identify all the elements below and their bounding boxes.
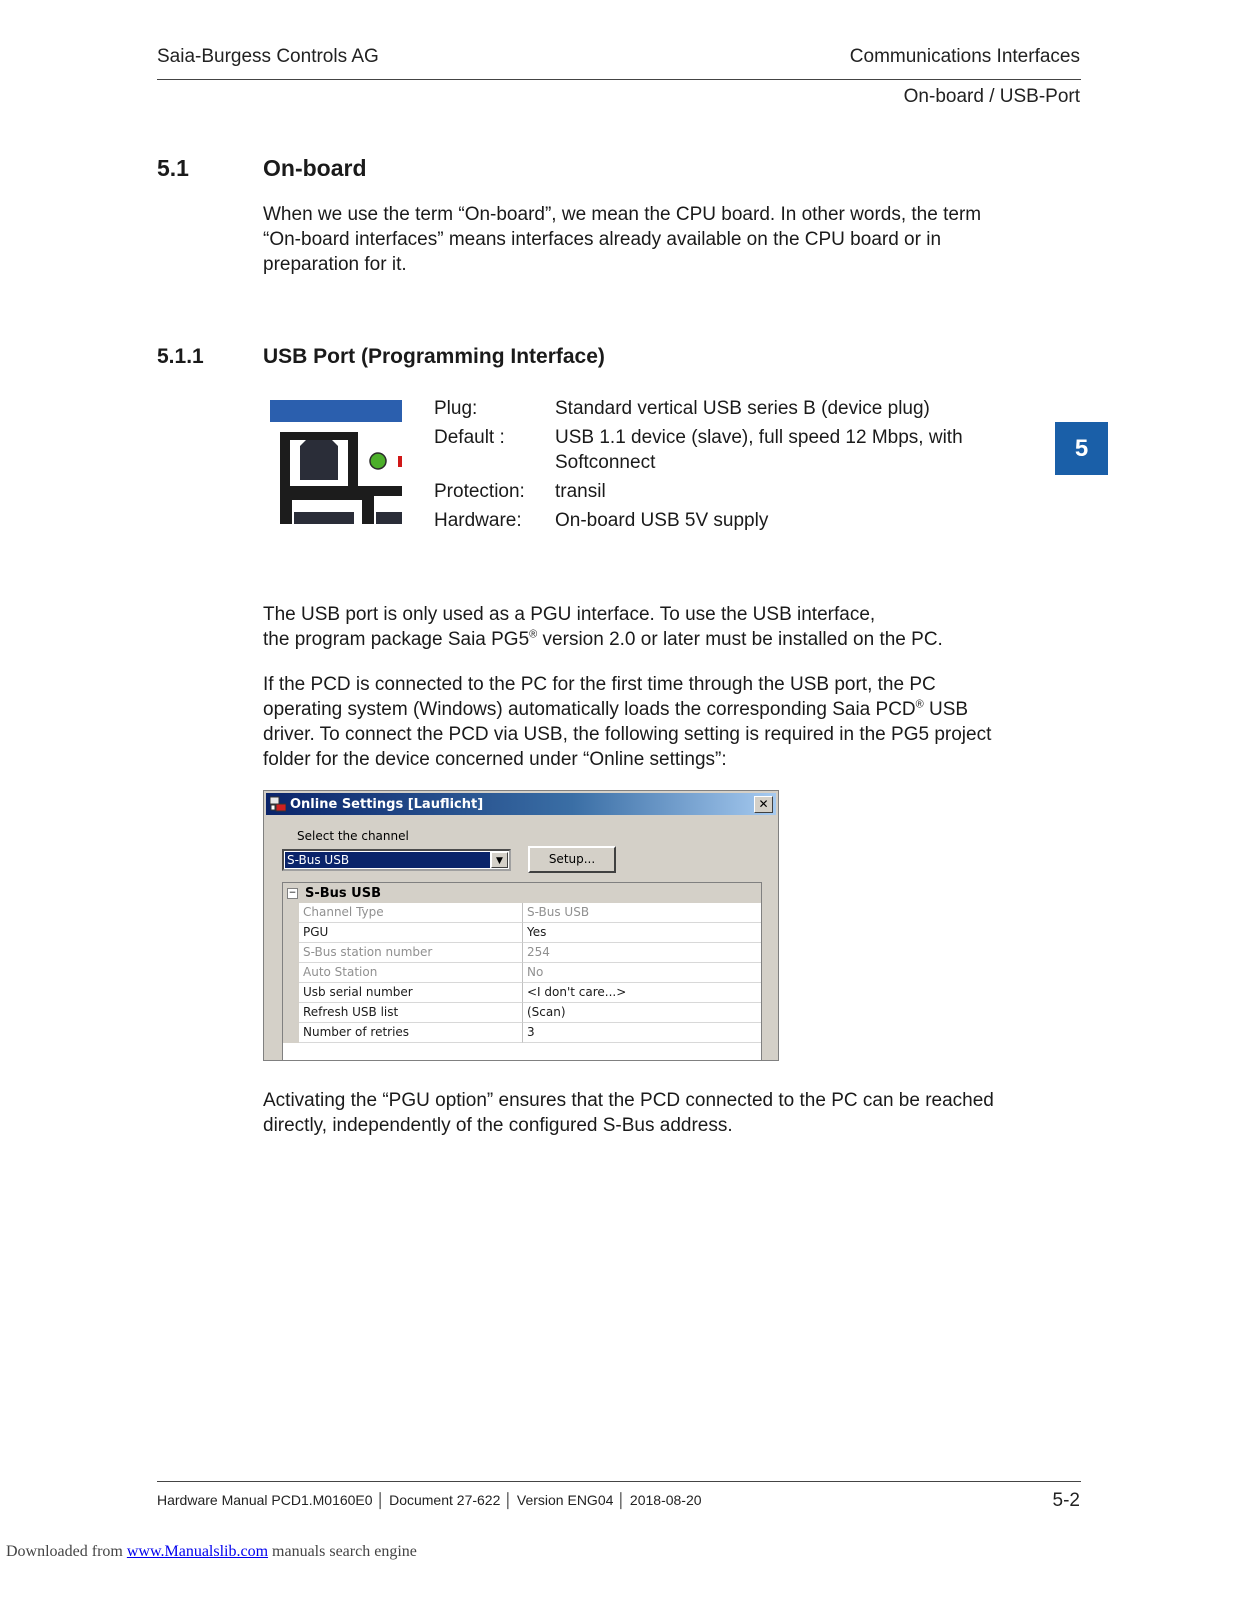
header-rule (157, 79, 1081, 80)
property-value[interactable]: 3 (523, 1023, 761, 1043)
channel-label: Select the channel (297, 829, 409, 843)
chevron-down-icon[interactable]: ▼ (491, 852, 508, 868)
property-name: Channel Type (299, 903, 523, 923)
setup-button[interactable]: Setup... (528, 846, 616, 873)
channel-select[interactable] (282, 849, 511, 871)
usb-spec-table (434, 396, 1005, 537)
section-intro: When we use the term “On-board”, we mean the CPU board. In other words, the term “On-board interfaces” means interfaces already available on the CPU board or in preparation for it. (263, 204, 982, 275)
property-value[interactable]: (Scan) (523, 1003, 761, 1023)
page-number: 5-2 (1052, 1490, 1080, 1511)
header-section: Communications Interfaces (849, 46, 1080, 67)
spec-row-default (434, 425, 1005, 475)
footer-rule (157, 1481, 1081, 1482)
dialog-title-bar (266, 793, 776, 815)
collapse-icon[interactable]: − (288, 887, 297, 898)
paragraph-line: The USB port is only used as a PGU interface. To use the USB interface, (263, 604, 876, 625)
property-name: Usb serial number (299, 983, 523, 1003)
board-edge-icon (270, 400, 402, 422)
manualslib-link[interactable]: www.Manualslib.com (126, 1543, 269, 1560)
property-row-station-number[interactable] (283, 943, 761, 963)
subsection-title: USB Port (Programming Interface) (263, 345, 605, 368)
spec-key: Protection: (434, 481, 525, 502)
property-row-channel-type[interactable] (283, 903, 761, 923)
property-name: S-Bus station number (299, 943, 523, 963)
property-row-pgu[interactable] (283, 923, 761, 943)
usb-port-illustration (270, 400, 403, 524)
spec-value: On-board USB 5V supply (555, 510, 769, 531)
property-name: PGU (299, 923, 523, 943)
spec-key: Plug: (434, 398, 478, 419)
property-value[interactable]: <I don't care...> (523, 983, 761, 1003)
spec-key: Default : (434, 427, 505, 448)
property-row-usb-serial[interactable] (283, 983, 761, 1003)
header-company: Saia-Burgess Controls AG (157, 46, 379, 67)
status-led-icon (370, 453, 386, 469)
property-grid (282, 882, 762, 1061)
spec-value: USB 1.1 device (slave), full speed 12 Mbps, with Softconnect (555, 427, 963, 473)
property-name: Refresh USB list (299, 1003, 523, 1023)
property-value: No (523, 963, 761, 983)
channel-selected-value: S-Bus USB (285, 852, 490, 868)
paragraph-pgu-option: Activating the “PGU option” ensures that the PCD connected to the PC can be reached directly, independently of the configured S-Bus address. (263, 1090, 994, 1136)
download-note: Downloaded from www.Manualslib.com manuals search engine (6, 1543, 417, 1560)
spec-key: Hardware: (434, 510, 522, 531)
app-icon (270, 796, 286, 812)
footer-document-info: Hardware Manual PCD1.M0160E0 │ Document 27-622 │ Version ENG04 │ 2018-08-20 (157, 1492, 702, 1508)
property-name: Auto Station (299, 963, 523, 983)
property-value: 254 (523, 943, 761, 963)
section-title: On-board (263, 155, 367, 181)
paragraph-driver: If the PCD is connected to the PC for the first time through the USB port, the PC operating system (Windows) automatically loads the corresponding Saia PCD® USB driver. To connect the PCD via USB, the following setting is required in the PG5 project folder for the device concerned under “Online settings”: (263, 674, 992, 770)
spec-row-protection (434, 479, 1005, 504)
property-group-title: S-Bus USB (305, 885, 382, 901)
paragraph-line: the program package Saia PG5® version 2.0 or later must be installed on the PC. (263, 628, 943, 650)
spec-value: Standard vertical USB series B (device plug) (555, 398, 930, 419)
red-marker-icon (398, 456, 402, 467)
property-value[interactable]: Yes (523, 923, 761, 943)
spec-value: transil (555, 481, 606, 502)
property-row-refresh-usb[interactable] (283, 1003, 761, 1023)
property-value: S-Bus USB (523, 903, 761, 923)
subsection-number: 5.1.1 (157, 345, 204, 368)
paragraph-pgu-interface (263, 602, 1023, 652)
online-settings-dialog (263, 790, 779, 1061)
header-subsection: On-board / USB-Port (903, 86, 1080, 107)
close-icon[interactable]: ✕ (754, 796, 773, 813)
chapter-tab: 5 (1055, 422, 1108, 475)
dialog-title: Online Settings [Lauflicht] (290, 796, 484, 812)
spec-row-plug (434, 396, 1005, 421)
property-group-header[interactable] (283, 883, 761, 903)
property-row-retries[interactable] (283, 1023, 761, 1043)
property-name: Number of retries (299, 1023, 523, 1043)
section-number: 5.1 (157, 155, 189, 181)
spec-row-hardware (434, 508, 1005, 533)
property-row-auto-station[interactable] (283, 963, 761, 983)
